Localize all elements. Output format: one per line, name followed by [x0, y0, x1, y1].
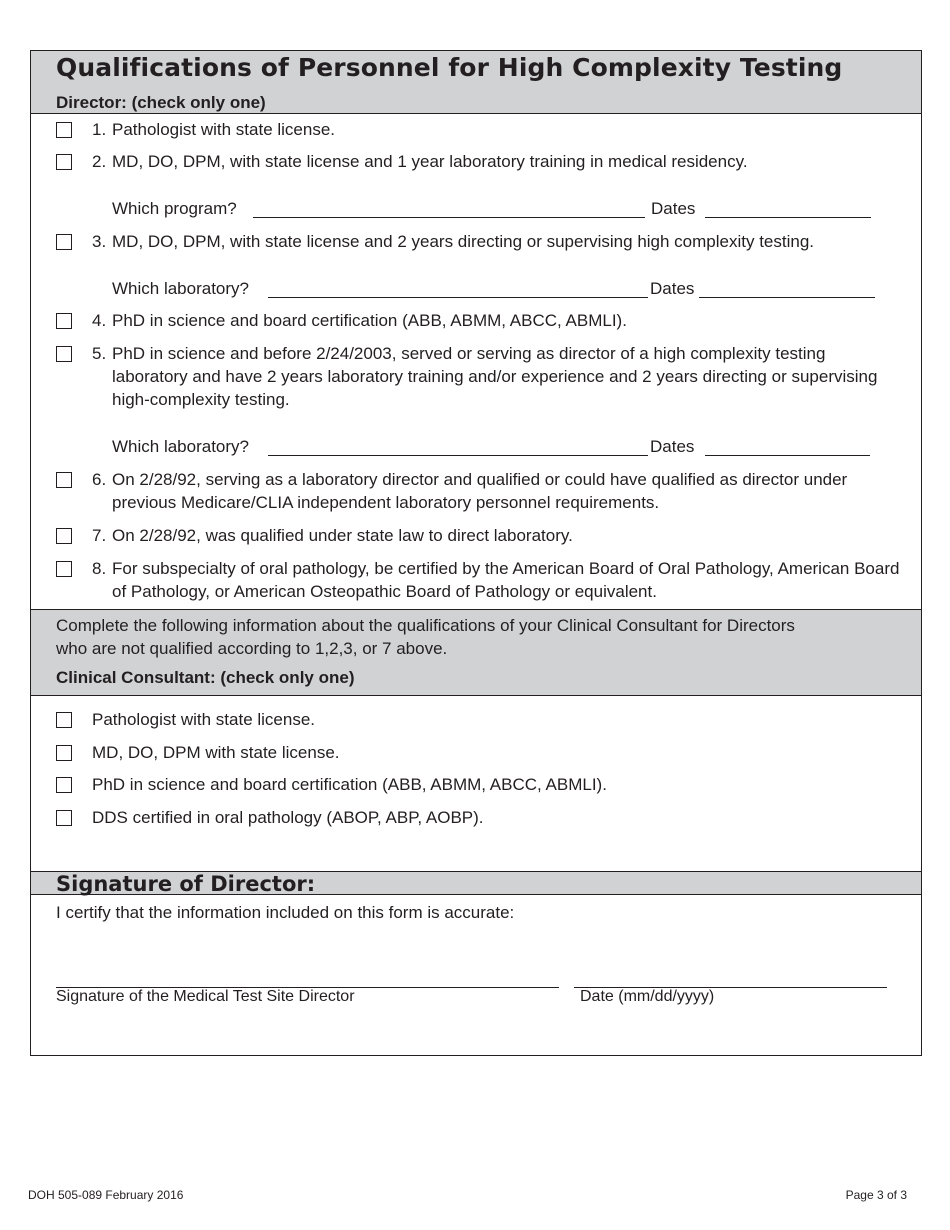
- laboratory-5-dates-label: Dates: [650, 437, 695, 456]
- director-option-3-label: MD, DO, DPM, with state license and 2 years directing or supervising high complexity testing.: [112, 232, 815, 251]
- director-option-8-label: For subspecialty of oral pathology, be certified by the American Board of Oral Pathology, American Board of Pathology, or American Osteopathic Board of Pathology or equivalent.: [112, 559, 900, 601]
- consultant-option-phd-checkbox[interactable]: [56, 777, 72, 793]
- consultant-heading: Clinical Consultant: (check only one): [56, 668, 355, 687]
- consultant-option-phd-label: PhD in science and board certification (ABB, ABMM, ABCC, ABMLI).: [92, 775, 607, 794]
- signature-caption: Signature of the Medical Test Site Director: [56, 988, 355, 1005]
- date-caption: Date (mm/dd/yyyy): [580, 988, 715, 1005]
- director-option-1-label: Pathologist with state license.: [112, 120, 336, 139]
- director-option-1-checkbox[interactable]: [56, 122, 72, 138]
- director-option-3-checkbox[interactable]: [56, 234, 72, 250]
- program-dates-label: Dates: [651, 199, 696, 218]
- consultant-option-dds-checkbox[interactable]: [56, 810, 72, 826]
- consultant-option-pathologist-checkbox[interactable]: [56, 712, 72, 728]
- which-laboratory-3-field[interactable]: [268, 297, 648, 298]
- director-option-3-number: 3.: [92, 232, 107, 251]
- consultant-band: [31, 609, 921, 696]
- director-option-8-number: 8.: [92, 559, 107, 578]
- which-laboratory-3-label: Which laboratory?: [112, 279, 250, 298]
- director-option-4-label: PhD in science and board certification (ABB, ABMM, ABCC, ABMLI).: [112, 311, 627, 330]
- director-option-7-checkbox[interactable]: [56, 528, 72, 544]
- director-option-1-number: 1.: [92, 120, 107, 139]
- director-option-6-number: 6.: [92, 470, 107, 489]
- director-heading: Director: (check only one): [56, 93, 266, 112]
- certify-statement: I certify that the information included on this form is accurate:: [56, 903, 515, 922]
- consultant-option-pathologist-label: Pathologist with state license.: [92, 710, 316, 729]
- director-option-6-label: On 2/28/92, serving as a laboratory director and qualified or could have qualified as director under previous Medicare/CLIA independent laboratory personnel requirements.: [112, 470, 848, 512]
- consultant-option-md-label: MD, DO, DPM with state license.: [92, 743, 340, 762]
- director-option-7-number: 7.: [92, 526, 107, 545]
- director-option-5-label: PhD in science and before 2/24/2003, served or serving as director of a high complexity testing laboratory and have 2 years laboratory training and/or experience and 2 years directing or supervising high-complexity testing.: [112, 344, 878, 409]
- consultant-option-md-checkbox[interactable]: [56, 745, 72, 761]
- which-laboratory-5-field[interactable]: [268, 455, 648, 456]
- director-option-5-number: 5.: [92, 344, 107, 363]
- director-option-2-label: MD, DO, DPM, with state license and 1 year laboratory training in medical residency.: [112, 152, 748, 171]
- director-option-5-checkbox[interactable]: [56, 346, 72, 362]
- director-option-8-checkbox[interactable]: [56, 561, 72, 577]
- title-band: [31, 51, 921, 114]
- director-option-2-number: 2.: [92, 152, 107, 171]
- laboratory-3-dates-label: Dates: [650, 279, 695, 298]
- director-option-2-checkbox[interactable]: [56, 154, 72, 170]
- consultant-option-dds-label: DDS certified in oral pathology (ABOP, ABP, AOBP).: [92, 808, 484, 827]
- consultant-intro: Complete the following information about the qualifications of your Clinical Consultant for Directors who are not qualified according to 1,2,3, or 7 above.: [56, 616, 795, 658]
- which-program-label: Which program?: [112, 199, 237, 218]
- signature-heading: Signature of Director:: [56, 872, 316, 896]
- form-title: Qualifications of Personnel for High Complexity Testing: [56, 53, 843, 82]
- which-program-field[interactable]: [253, 217, 645, 218]
- director-option-7-label: On 2/28/92, was qualified under state law to direct laboratory.: [112, 526, 573, 545]
- form-id-footer: DOH 505-089 February 2016: [28, 1188, 184, 1202]
- director-option-6-checkbox[interactable]: [56, 472, 72, 488]
- page-number: Page 3 of 3: [845, 1188, 907, 1202]
- director-option-4-checkbox[interactable]: [56, 313, 72, 329]
- qualifications-form: [30, 50, 922, 1056]
- which-laboratory-5-label: Which laboratory?: [112, 437, 250, 456]
- program-dates-field[interactable]: [705, 217, 871, 218]
- laboratory-3-dates-field[interactable]: [699, 297, 875, 298]
- laboratory-5-dates-field[interactable]: [705, 455, 870, 456]
- director-option-4-number: 4.: [92, 311, 107, 330]
- signature-band: [31, 871, 921, 895]
